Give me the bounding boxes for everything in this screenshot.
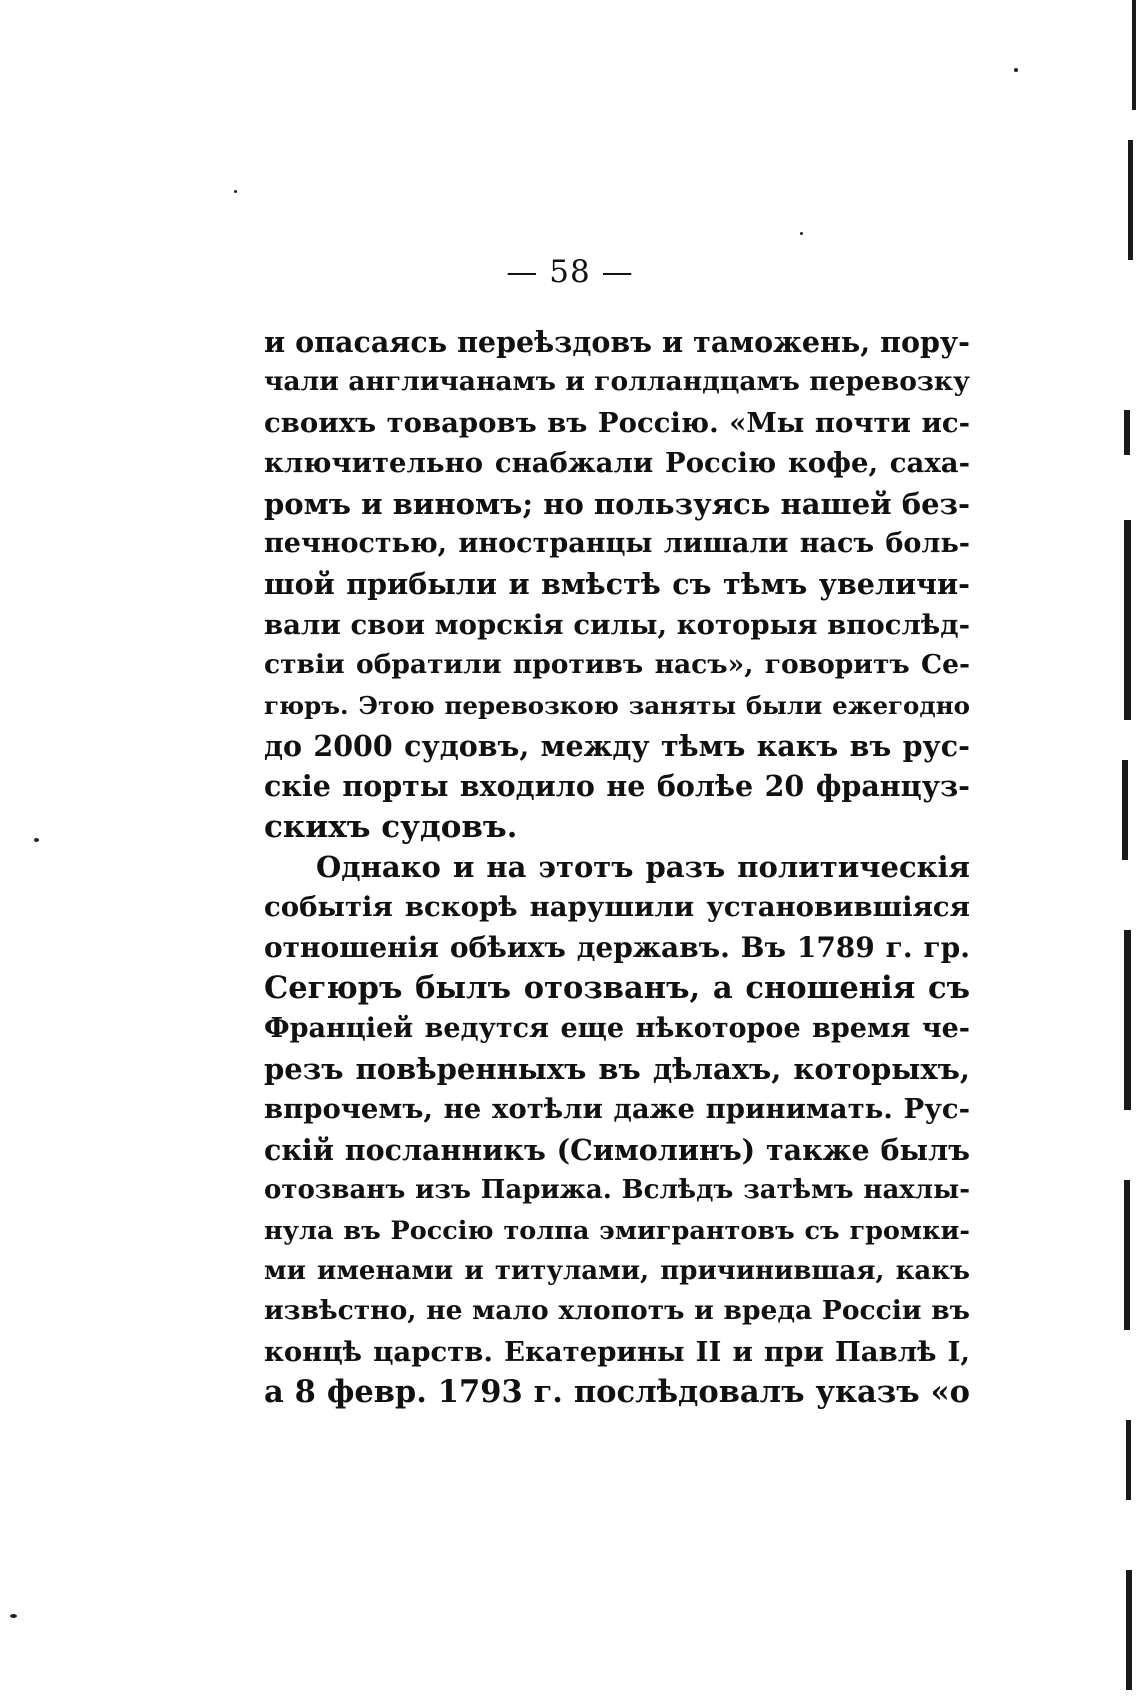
scan-edge-mark xyxy=(1128,140,1133,260)
text-line: отношенія обѣихъ державъ. Въ 1789 г. гр. xyxy=(264,930,970,964)
text-line: вали свои морскія силы, которыя впослѣд- xyxy=(264,608,970,641)
page-number: — 58 — xyxy=(506,254,634,290)
text-line: шой прибыли и вмѣстѣ съ тѣмъ увеличи- xyxy=(264,567,970,602)
text-line: ключительно снабжали Россію кофе, саха- xyxy=(264,447,970,480)
text-line: и опасаясь переѣздовъ и таможень, пору- xyxy=(264,325,970,359)
text-line: своихъ товаровъ въ Россію. «Мы почти ис- xyxy=(264,406,970,439)
scan-edge-mark xyxy=(1124,930,1131,1110)
text-line: Сегюръ былъ отозванъ, а сношенія съ xyxy=(264,970,970,1007)
text-line: отозванъ изъ Парижа. Вслѣдъ затѣмъ нахлы- xyxy=(264,1175,970,1206)
text-line: событія вскорѣ нарушили установившіяся xyxy=(264,891,970,924)
text-line: нула въ Россію толпа эмигрантовъ съ громки- xyxy=(264,1215,970,1246)
text-line: а 8 февр. 1793 г. послѣдовалъ указъ «о xyxy=(264,1374,970,1411)
text-line: извѣстно, не мало хлопотъ и вреда Россіи въ xyxy=(264,1295,970,1327)
text-line: впрочемъ, не хотѣли даже принимать. Рус- xyxy=(264,1093,970,1126)
text-line: чали англичанамъ и голландцамъ перевозку xyxy=(264,366,970,398)
text-line: гюръ. Этою перевозкою заняты были ежегодно xyxy=(264,690,970,720)
scan-edge-mark xyxy=(1124,1180,1130,1330)
text-line: скихъ судовъ. xyxy=(264,808,518,845)
scan-speck xyxy=(800,232,803,235)
text-line: резъ повѣренныхъ въ дѣлахъ, которыхъ, xyxy=(264,1052,970,1087)
text-line: печностью, иностранцы лишали насъ боль- xyxy=(264,527,970,559)
scan-edge-mark xyxy=(1124,520,1131,720)
scan-edge-mark xyxy=(1122,760,1128,860)
text-line: до 2000 судовъ, между тѣмъ какъ въ рус- xyxy=(264,728,970,763)
text-line: ромъ и виномъ; но пользуясь нашей без- xyxy=(264,486,970,521)
scan-speck xyxy=(10,1614,17,1618)
scan-speck xyxy=(34,838,39,842)
scan-edge-mark xyxy=(1124,410,1130,455)
text-line: ствіи обратили противъ насъ», говоритъ Се- xyxy=(264,649,970,681)
scan-edge-mark xyxy=(1126,1570,1132,1690)
scan-speck xyxy=(234,190,237,193)
scan-speck xyxy=(1014,68,1018,72)
scan-edge-mark xyxy=(1126,1420,1131,1500)
text-line: концѣ царств. Екатерины II и при Павлѣ I, xyxy=(264,1335,970,1368)
paragraph-start-line: Однако и на этотъ разъ политическія xyxy=(316,850,970,885)
scan-edge-mark xyxy=(1132,0,1136,110)
text-line: скіе порты входило не болѣе 20 француз- xyxy=(264,769,970,804)
text-line: ми именами и титулами, причинившая, какъ xyxy=(264,1255,970,1286)
body-text xyxy=(264,322,970,1413)
text-line: скій посланникъ (Симолинъ) также былъ xyxy=(264,1132,970,1167)
text-line: Франціей ведутся еще нѣкоторое время че- xyxy=(264,1012,970,1044)
